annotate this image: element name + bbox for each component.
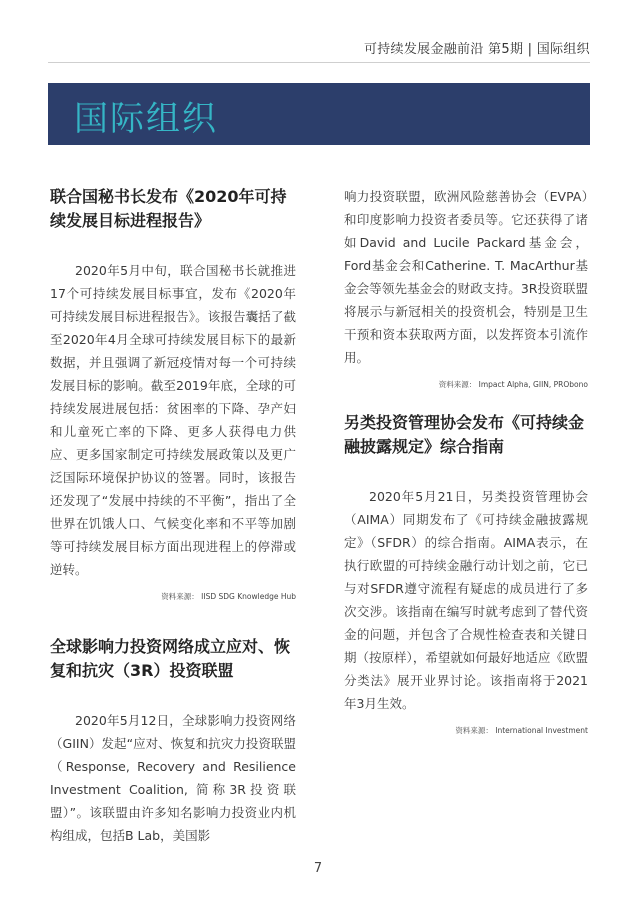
- running-header: 可持续发展金融前沿 第5期 | 国际组织: [363, 42, 590, 57]
- article-source: 资料来源： International Investment: [455, 726, 588, 735]
- left-column: [50, 185, 296, 847]
- article-body: 2020年5月中旬，联合国秘书长就推进17个可持续发展目标事宜，发布《2020年可持续发展目标进程报告》。该报告囊括了截至2020年4月全球可持续发展目标下的最新数据，并且强调了新冠疫情对每一个可持续发展目标的影响。截至2019年底，全球的可持续发展进展包括：贫困率的下降、孕产妇和儿童死亡率的下降、更多人获得电力供应、更多国家制定可持续发展政策以及更广泛国际环境保护协议的签署。同时，该报告还发现了“发展中持续的不平衡”，指出了全世界在饥饿人口、气候变化率和不平等加剧等可持续发展目标方面出现进程上的停滞或逆转。: [50, 263, 296, 577]
- article-title: 全球影响力投资网络成立应对、恢复和抗灾（3R）投资联盟: [50, 637, 291, 680]
- article-source: 资料来源： IISD SDG Knowledge Hub: [161, 592, 296, 601]
- article-title: 另类投资管理协会发布《可持续金融披露规定》综合指南: [344, 413, 585, 456]
- article-title: 联合国秘书长发布《2020年可持续发展目标进程报告》: [50, 187, 287, 230]
- article-source: 资料来源： Impact Alpha, GIIN, PRObono: [438, 380, 588, 389]
- header-divider: [48, 62, 590, 63]
- article-body: 2020年5月21日，另类投资管理协会（AIMA）同期发布了《可持续金融披露规定》（SFDR）的综合指南。AIMA表示，在执行欧盟的可持续金融行动计划之前，它已与对SFDR遵守流程有疑虑的成员进行了多次交涉。该指南在编写时就考虑到了替代资金的问题，并包含了合规性检查表和关键日期（按原样），希望就如何最好地适应《欧盟分类法》展开业界讨论。该指南将于2021年3月生效。: [344, 489, 588, 711]
- section-title: 国际组织: [74, 99, 218, 139]
- article-body-continued: 响力投资联盟，欧洲风险慈善协会（EVPA）和印度影响力投资者委员等。它还获得了诸如David and Lucile Packard基金会，Ford基金会和Catherine. T. MacArthur基金会等领先基金会的财政支持。3R投资联盟将展示与新冠相关的投资机会，特别是卫生干预和资本获取两方面，以发挥资本引流作用。: [344, 189, 588, 365]
- page-number: 7: [313, 861, 323, 876]
- article-body: 2020年5月12日，全球影响力投资网络（GIIN）发起“应对、恢复和抗灾力投资联盟（Response, Recovery and Resilience Investment Coalition, 简称3R投资联盟）”。该联盟由许多知名影响力投资业内机构组成，包括B Lab，美国影: [50, 713, 296, 843]
- section-banner: [48, 83, 590, 145]
- right-column: [344, 185, 588, 737]
